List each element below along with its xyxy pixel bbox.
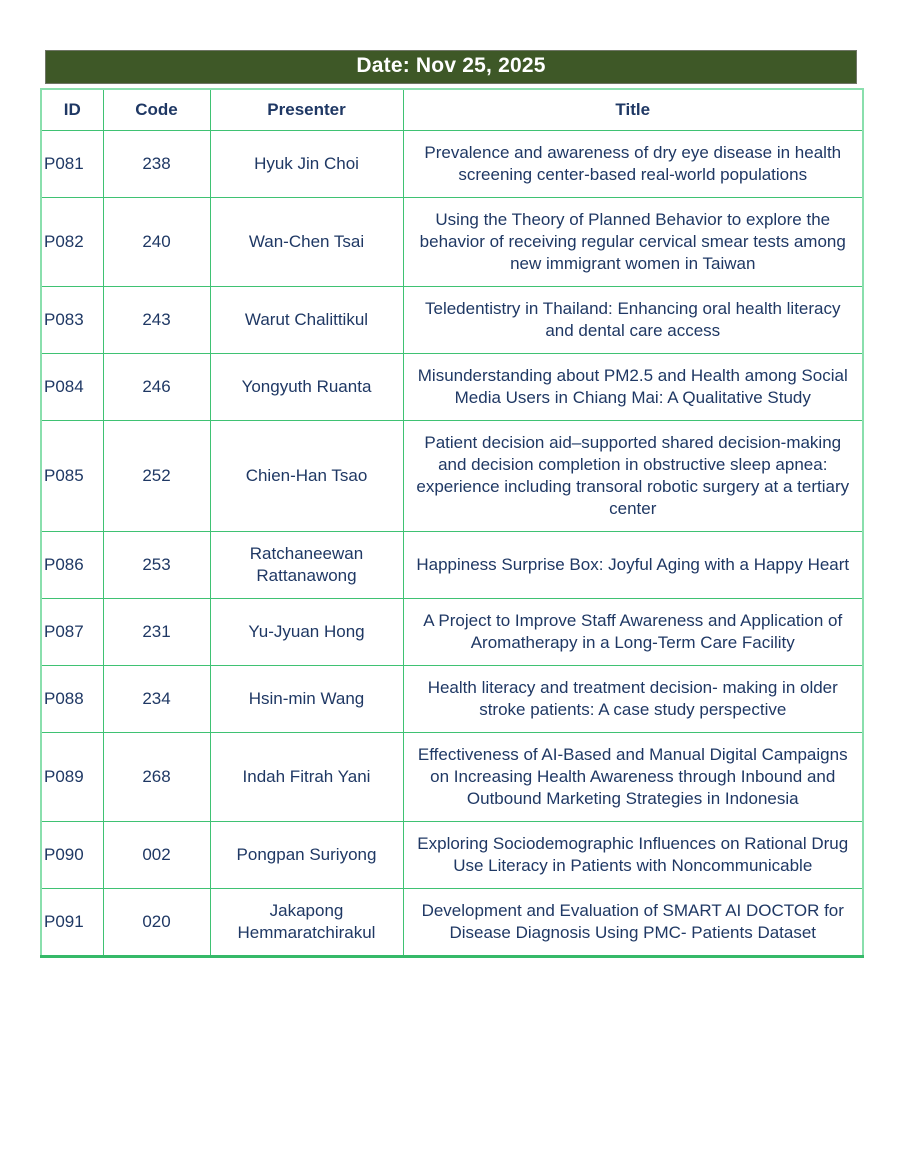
date-banner: Date: Nov 25, 2025 [45, 50, 857, 84]
cell-presenter: Ratchaneewan Rattanawong [210, 532, 403, 599]
table-header [41, 89, 863, 131]
cell-presenter: Yongyuth Ruanta [210, 354, 403, 421]
table-row [41, 354, 863, 421]
presentation-schedule-table [40, 88, 864, 958]
cell-code: 252 [103, 421, 210, 532]
cell-title: Exploring Sociodemographic Influences on Rational Drug Use Literacy in Patients with Noncommunicable [403, 822, 863, 889]
cell-presenter: Jakapong Hemmaratchirakul [210, 889, 403, 957]
cell-id: P086 [41, 532, 103, 599]
table-row [41, 198, 863, 287]
cell-title: Development and Evaluation of SMART AI DOCTOR for Disease Diagnosis Using PMC- Patients Dataset [403, 889, 863, 957]
cell-presenter: Pongpan Suriyong [210, 822, 403, 889]
cell-code: 240 [103, 198, 210, 287]
cell-id: P089 [41, 733, 103, 822]
cell-title: Misunderstanding about PM2.5 and Health among Social Media Users in Chiang Mai: A Qualitative Study [403, 354, 863, 421]
table-row [41, 287, 863, 354]
cell-title: Teledentistry in Thailand: Enhancing oral health literacy and dental care access [403, 287, 863, 354]
cell-title: Health literacy and treatment decision- making in older stroke patients: A case study perspective [403, 666, 863, 733]
cell-title: Effectiveness of AI-Based and Manual Digital Campaigns on Increasing Health Awareness through Inbound and Outbound Marketing Strategies in Indonesia [403, 733, 863, 822]
cell-code: 243 [103, 287, 210, 354]
cell-code: 231 [103, 599, 210, 666]
cell-code: 234 [103, 666, 210, 733]
cell-title: Using the Theory of Planned Behavior to explore the behavior of receiving regular cervical smear tests among new immigrant women in Taiwan [403, 198, 863, 287]
cell-id: P090 [41, 822, 103, 889]
schedule-sheet [40, 50, 862, 958]
cell-title: A Project to Improve Staff Awareness and Application of Aromatherapy in a Long-Term Care Facility [403, 599, 863, 666]
column-header-title: Title [403, 89, 863, 131]
cell-title: Happiness Surprise Box: Joyful Aging with a Happy Heart [403, 532, 863, 599]
column-header-code: Code [103, 89, 210, 131]
cell-id: P084 [41, 354, 103, 421]
cell-presenter: Hsin-min Wang [210, 666, 403, 733]
table-row [41, 733, 863, 822]
cell-id: P082 [41, 198, 103, 287]
column-header-id: ID [41, 89, 103, 131]
cell-id: P085 [41, 421, 103, 532]
cell-id: P087 [41, 599, 103, 666]
cell-presenter: Yu-Jyuan Hong [210, 599, 403, 666]
cell-presenter: Chien-Han Tsao [210, 421, 403, 532]
cell-title: Patient decision aid–supported shared decision-making and decision completion in obstructive sleep apnea: experience including transoral robotic surgery at a tertiary center [403, 421, 863, 532]
cell-presenter: Warut Chalittikul [210, 287, 403, 354]
cell-presenter: Wan-Chen Tsai [210, 198, 403, 287]
cell-code: 238 [103, 131, 210, 198]
table-row [41, 532, 863, 599]
table-row [41, 421, 863, 532]
cell-presenter: Hyuk Jin Choi [210, 131, 403, 198]
cell-title: Prevalence and awareness of dry eye disease in health screening center-based real-world populations [403, 131, 863, 198]
column-header-presenter: Presenter [210, 89, 403, 131]
table-row [41, 822, 863, 889]
header-row [41, 89, 863, 131]
table-row [41, 599, 863, 666]
cell-presenter: Indah Fitrah Yani [210, 733, 403, 822]
cell-code: 002 [103, 822, 210, 889]
table-body [41, 131, 863, 957]
cell-id: P083 [41, 287, 103, 354]
cell-code: 268 [103, 733, 210, 822]
table-row [41, 889, 863, 957]
table-row [41, 131, 863, 198]
cell-id: P088 [41, 666, 103, 733]
cell-id: P091 [41, 889, 103, 957]
table-row [41, 666, 863, 733]
cell-id: P081 [41, 131, 103, 198]
cell-code: 020 [103, 889, 210, 957]
cell-code: 246 [103, 354, 210, 421]
cell-code: 253 [103, 532, 210, 599]
